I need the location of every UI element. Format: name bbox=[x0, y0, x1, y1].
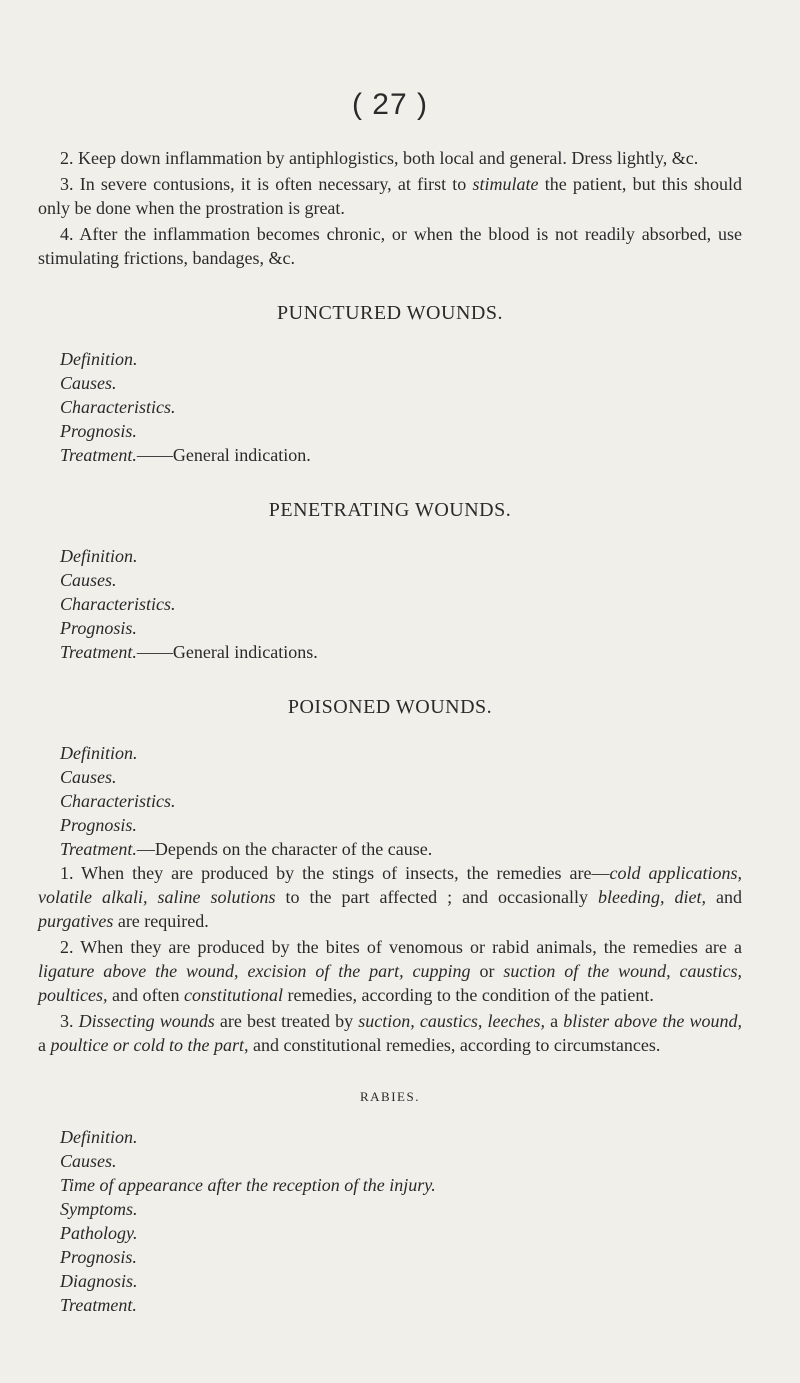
outline-item: Symptoms. bbox=[60, 1199, 138, 1219]
outline-item: Causes. bbox=[60, 767, 117, 787]
outline-item: Definition. bbox=[60, 743, 138, 763]
outline-item: Definition. bbox=[60, 349, 138, 369]
poisoned-paragraph-2: 2. When they are produced by the bites of venomous or rabid animals, the remedies are a ligature above the wound, excision of the part, cupping or suction of the wound, caustics, poultices, and often constitutional remedies, according to the condition of the patient. bbox=[38, 937, 743, 1005]
section-heading-punctured: PUNCTURED WOUNDS. bbox=[277, 302, 503, 324]
outline-item: Characteristics. bbox=[60, 397, 176, 417]
outline-item-treatment: Treatment.——General indications. bbox=[60, 642, 318, 662]
section-heading-penetrating: PENETRATING WOUNDS. bbox=[268, 499, 512, 521]
punctured-outline bbox=[38, 347, 742, 467]
paragraph-3: 3. In severe contusions, it is often necessary, at first to stimulate the patient, but this should only be done when the prostration is great. bbox=[38, 174, 742, 218]
outline-item: Treatment. bbox=[60, 1295, 137, 1315]
outline-item: Prognosis. bbox=[60, 421, 137, 441]
book-page bbox=[38, 88, 742, 1317]
outline-item: Characteristics. bbox=[60, 594, 176, 614]
outline-item-treatment: Treatment.——General indication. bbox=[60, 445, 311, 465]
rabies-outline bbox=[38, 1125, 742, 1317]
outline-item: Causes. bbox=[60, 373, 117, 393]
outline-item: Pathology. bbox=[60, 1223, 138, 1243]
outline-item: Prognosis. bbox=[60, 618, 137, 638]
outline-item: Time of appearance after the reception of the injury. bbox=[60, 1175, 436, 1195]
poisoned-paragraph-3: 3. Dissecting wounds are best treated by suction, caustics, leeches, a blister above the wound, a poultice or cold to the part, and constitutional remedies, according to circumstances. bbox=[38, 1011, 743, 1055]
outline-item: Definition. bbox=[60, 546, 138, 566]
outline-item-treatment: Treatment.—Depends on the character of the cause. bbox=[60, 839, 433, 859]
outline-item: Definition. bbox=[60, 1127, 138, 1147]
section-heading-rabies: RABIES. bbox=[360, 1089, 420, 1104]
outline-item: Causes. bbox=[60, 570, 117, 590]
penetrating-outline bbox=[38, 544, 742, 664]
outline-item: Diagnosis. bbox=[60, 1271, 138, 1291]
page-number: ( 27 ) bbox=[351, 88, 429, 121]
outline-item: Prognosis. bbox=[60, 815, 137, 835]
poisoned-paragraph-1: 1. When they are produced by the stings of insects, the remedies are—cold applications, volatile alkali, saline solutions to the part affected ; and occasionally bleeding, diet, and purgatives are required. bbox=[38, 863, 743, 931]
poisoned-outline bbox=[38, 741, 742, 861]
paragraph-4: 4. After the inflammation becomes chronic, or when the blood is not readily absorbed, use stimulating frictions, bandages, &c. bbox=[38, 224, 742, 268]
section-heading-poisoned: POISONED WOUNDS. bbox=[287, 696, 493, 718]
outline-item: Prognosis. bbox=[60, 1247, 137, 1267]
outline-item: Characteristics. bbox=[60, 791, 176, 811]
outline-item: Causes. bbox=[60, 1151, 117, 1171]
paragraph-2: 2. Keep down inflammation by antiphlogistics, both local and general. Dress lightly, &c. bbox=[60, 148, 699, 168]
